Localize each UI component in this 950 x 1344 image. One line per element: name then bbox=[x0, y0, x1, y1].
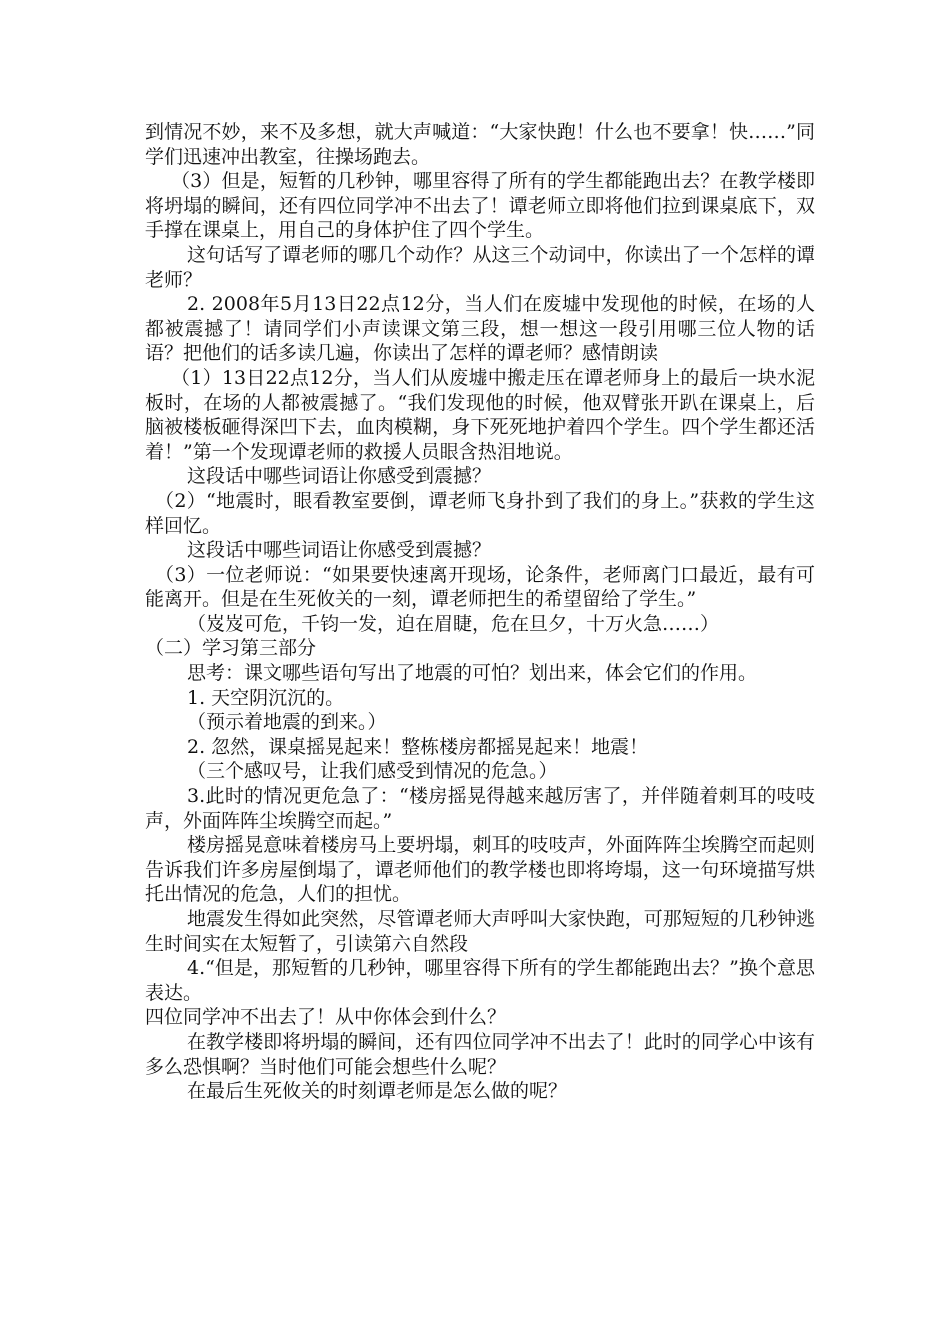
paragraph-quote-1: （1）13日22点12分，当人们从废墟中搬走压在谭老师身上的最后一块水泥板时，在场的人都被震撼了。“我们发现他的时候，他双臂张开趴在课桌上，后脑被楼板砸得深凹下去，血肉模糊，身下死死地护着四个学生。四个学生都还活着！”第一个发现谭老师的救援人员眼含热泪地说。 bbox=[145, 366, 815, 463]
document-body bbox=[145, 120, 815, 1104]
paragraph-note-1: （预示着地震的到来。） bbox=[187, 711, 387, 734]
paragraph-final-question: 在最后生死攸关的时刻谭老师是怎么做的呢？ bbox=[187, 1080, 568, 1103]
section-heading-part-3: （二）学习第三部分 bbox=[145, 637, 317, 660]
paragraph-quote-2: （2）“地震时，眼看教室要倒，谭老师飞身扑到了我们的身上。”获救的学生这样回忆。 bbox=[145, 489, 815, 537]
paragraph-question-actions: 这句话写了谭老师的哪几个动作？从这三个动词中，你读出了一个怎样的谭老师？ bbox=[145, 243, 815, 291]
paragraph-note-2: （三个感叹号，让我们感受到情况的危急。） bbox=[187, 760, 558, 783]
paragraph-transition: 地震发生得如此突然，尽管谭老师大声呼叫大家快跑，可那短短的几秒钟逃生时间实在太短暂了，引读第六自然段 bbox=[145, 908, 815, 955]
paragraph-idioms: （岌岌可危，千钧一发，迫在眉睫，危在旦夕，十万火急……） bbox=[187, 612, 720, 635]
paragraph-point-3: 3.此时的情况更危急了：“楼房摇晃得越来越厉害了，并伴随着刺耳的吱吱声，外面阵阵尘埃腾空而起。” bbox=[145, 785, 815, 832]
paragraph-point-4: 4.“但是，那短暂的几秒钟，哪里容得下所有的学生都能跑出去？”换个意思表达。 bbox=[145, 957, 815, 1004]
paragraph-continuation: 到情况不妙，来不及多想，就大声喊道：“大家快跑！什么也不要拿！快……”同学们迅速冲出教室，往操场跑去。 bbox=[145, 121, 815, 168]
paragraph-question-shock-1: 这段话中哪些词语让你感受到震撼？ bbox=[187, 465, 492, 488]
paragraph-question-shock-2: 这段话中哪些词语让你感受到震撼？ bbox=[187, 539, 492, 562]
paragraph-point-1: 1. 天空阴沉沉的。 bbox=[187, 686, 345, 709]
paragraph-explanation: 楼房摇晃意味着楼房马上要坍塌，刺耳的吱吱声，外面阵阵尘埃腾空而起则告诉我们许多房屋倒塌了，谭老师他们的教学楼也即将垮塌，这一句环境描写烘托出情况的危急，人们的担忧。 bbox=[145, 834, 815, 906]
paragraph-think: 思考：课文哪些语句写出了地震的可怕？划出来，体会它们的作用。 bbox=[187, 662, 758, 685]
paragraph-four-students: 四位同学冲不出去了！从中你体会到什么？ bbox=[145, 1006, 507, 1029]
paragraph-step-2: 2. 2008年5月13日22点12分，当人们在废墟中发现他的时候，在场的人都被震撼了！请同学们小声读课文第三段，想一想这一段引用哪三位人物的话语？把他们的话多读几遍，你读出了怎样的谭老师？感情朗读 bbox=[145, 293, 815, 365]
paragraph-quote-3: （3）一位老师说：“如果要快速离开现场，论条件，老师离门口最近，最有可能离开。但是在生死攸关的一刻，谭老师把生的希望留给了学生。” bbox=[145, 563, 815, 611]
paragraph-fear: 在教学楼即将坍塌的瞬间，还有四位同学冲不出去了！此时的同学心中该有多么恐惧啊？当时他们可能会想些什么呢？ bbox=[145, 1030, 815, 1078]
paragraph-point-2: 2. 忽然，课桌摇晃起来！整栋楼房都摇晃起来！地震！ bbox=[187, 735, 649, 758]
paragraph-item-3: （3）但是，短暂的几秒钟，哪里容得了所有的学生都能跑出去？在教学楼即将坍塌的瞬间，还有四位同学冲不出去了！谭老师立即将他们拉到课桌底下，双手撑在课桌上，用自己的身体护住了四个学生。 bbox=[145, 170, 815, 242]
